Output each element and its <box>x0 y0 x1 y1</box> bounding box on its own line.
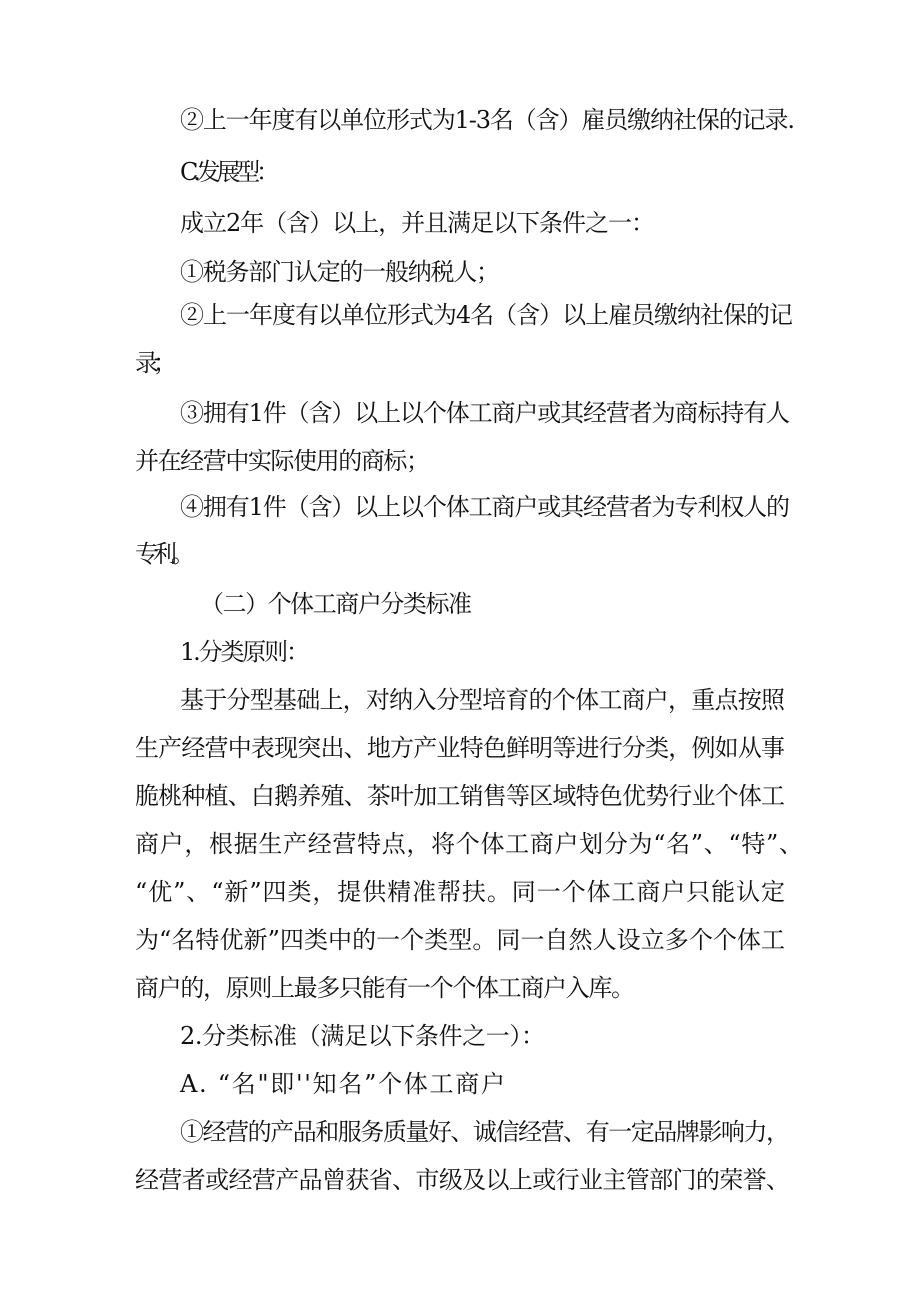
text-line: ①税务部门认定的一般纳税人； <box>180 258 499 286</box>
text-line: 录； <box>135 349 171 377</box>
text-line: 脆桃种植、白鹅养殖、茶叶加工销售等区域特色优势行业个体工 <box>135 782 785 810</box>
text-line: 为“名特优新”四类中的一个类型。同一自然人设立多个个体工 <box>135 926 786 954</box>
text-line: 商户的，原则上最多只能有一个个体工商户入库。 <box>135 974 634 1002</box>
text-line: 并在经营中实际使用的商标； <box>135 447 429 475</box>
text-line: ②上一年度有以单位形式为4名（含）以上雇员缴纳社保的记 <box>180 301 792 329</box>
text-line: 成立2年（含）以上，并且满足以下条件之一： <box>180 209 654 237</box>
text-line: 专利。 <box>135 540 189 568</box>
text-line: ③拥有1件（含）以上以个体工商户或其经营者为商标持有人 <box>180 399 789 427</box>
text-line: 1.分类原则： <box>180 638 308 666</box>
text-line: ④拥有1件（含）以上以个体工商户或其经营者为专利权人的 <box>180 493 789 521</box>
text-line: ①经营的产品和服务质量好、诚信经营、有一定品牌影响力， <box>180 1118 789 1146</box>
section-heading: （二）个体工商户分类标准 <box>200 590 471 618</box>
text-line: A. “名"即''知名”个体工商户 <box>180 1070 507 1098</box>
text-line: 商户，根据生产经营特点，将个体工商户划分为“名”、“特”、 <box>135 830 804 858</box>
text-line: C.发展型： <box>180 158 276 186</box>
text-line: 经营者或经营产品曾获省、市级及以上或行业主管部门的荣誉、 <box>135 1166 790 1194</box>
text-line: 2.分类标准（满足以下条件之一）： <box>180 1022 545 1050</box>
text-line: 基于分型基础上，对纳入分型培育的个体工商户，重点按照 <box>180 686 785 714</box>
text-line: ②上一年度有以单位形式为1-3名（含）雇员缴纳社保的记录. <box>180 106 794 134</box>
text-line: “优”、“新”四类，提供精准帮扶。同一个体工商户只能认定 <box>135 878 786 906</box>
text-line: 生产经营中表现突出、地方产业特色鲜明等进行分类，例如从事 <box>135 734 785 762</box>
